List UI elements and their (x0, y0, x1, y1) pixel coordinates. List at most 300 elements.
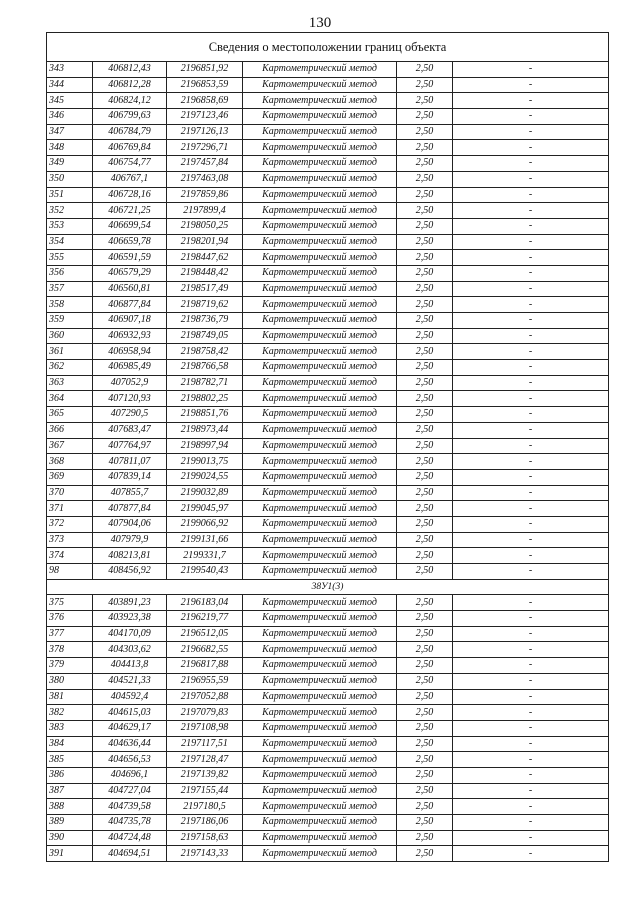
y-coordinate-cell: 2198802,25 (167, 391, 243, 407)
accuracy-cell: 2,50 (397, 281, 453, 297)
accuracy-cell: 2,50 (397, 328, 453, 344)
point-number-cell: 345 (47, 93, 93, 109)
y-coordinate-cell: 2197126,13 (167, 124, 243, 140)
table-row (47, 109, 609, 125)
accuracy-cell: 2,50 (397, 187, 453, 203)
table-row (47, 171, 609, 187)
y-coordinate-cell: 2199066,92 (167, 516, 243, 532)
y-coordinate-cell: 2198851,76 (167, 407, 243, 423)
method-cell: Картометрический метод (243, 203, 397, 219)
point-number-cell: 354 (47, 234, 93, 250)
x-coordinate-cell: 406560,81 (93, 281, 167, 297)
table-title: Сведения о местоположении границ объекта (47, 33, 609, 62)
accuracy-cell: 2,50 (397, 250, 453, 266)
point-number-cell: 367 (47, 438, 93, 454)
x-coordinate-cell: 406591,59 (93, 250, 167, 266)
point-number-cell: 385 (47, 752, 93, 768)
table-row (47, 626, 609, 642)
table-row (47, 689, 609, 705)
table-row (47, 815, 609, 831)
y-coordinate-cell: 2197155,44 (167, 783, 243, 799)
accuracy-cell: 2,50 (397, 689, 453, 705)
note-cell: - (453, 673, 609, 689)
y-coordinate-cell: 2197158,63 (167, 830, 243, 846)
note-cell: - (453, 281, 609, 297)
y-coordinate-cell: 2197117,51 (167, 736, 243, 752)
table-row (47, 156, 609, 172)
point-number-cell: 353 (47, 218, 93, 234)
method-cell: Картометрический метод (243, 501, 397, 517)
note-cell: - (453, 187, 609, 203)
point-number-cell: 352 (47, 203, 93, 219)
x-coordinate-cell: 407120,93 (93, 391, 167, 407)
point-number-cell: 390 (47, 830, 93, 846)
x-coordinate-cell: 404170,09 (93, 626, 167, 642)
point-number-cell: 391 (47, 846, 93, 862)
y-coordinate-cell: 2196955,59 (167, 673, 243, 689)
point-number-cell: 386 (47, 767, 93, 783)
table-row (47, 799, 609, 815)
note-cell: - (453, 516, 609, 532)
point-number-cell: 364 (47, 391, 93, 407)
note-cell: - (453, 815, 609, 831)
table-row (47, 469, 609, 485)
method-cell: Картометрический метод (243, 611, 397, 627)
accuracy-cell: 2,50 (397, 767, 453, 783)
note-cell: - (453, 736, 609, 752)
x-coordinate-cell: 403891,23 (93, 595, 167, 611)
x-coordinate-cell: 407904,06 (93, 516, 167, 532)
method-cell: Картометрический метод (243, 815, 397, 831)
point-number-cell: 347 (47, 124, 93, 140)
y-coordinate-cell: 2197296,71 (167, 140, 243, 156)
table-row (47, 422, 609, 438)
x-coordinate-cell: 404303,62 (93, 642, 167, 658)
x-coordinate-cell: 404735,78 (93, 815, 167, 831)
table-row (47, 830, 609, 846)
accuracy-cell: 2,50 (397, 265, 453, 281)
y-coordinate-cell: 2196183,04 (167, 595, 243, 611)
table-row (47, 767, 609, 783)
note-cell: - (453, 595, 609, 611)
method-cell: Картометрический метод (243, 391, 397, 407)
x-coordinate-cell: 406985,49 (93, 360, 167, 376)
y-coordinate-cell: 2196851,92 (167, 62, 243, 78)
method-cell: Картометрический метод (243, 140, 397, 156)
method-cell: Картометрический метод (243, 375, 397, 391)
accuracy-cell: 2,50 (397, 752, 453, 768)
y-coordinate-cell: 2196512,05 (167, 626, 243, 642)
accuracy-cell: 2,50 (397, 815, 453, 831)
x-coordinate-cell: 404636,44 (93, 736, 167, 752)
method-cell: Картометрический метод (243, 328, 397, 344)
accuracy-cell: 2,50 (397, 391, 453, 407)
y-coordinate-cell: 2199331,7 (167, 548, 243, 564)
note-cell: - (453, 799, 609, 815)
x-coordinate-cell: 408213,81 (93, 548, 167, 564)
table-row (47, 203, 609, 219)
x-coordinate-cell: 406579,29 (93, 265, 167, 281)
y-coordinate-cell: 2198448,42 (167, 265, 243, 281)
x-coordinate-cell: 406721,25 (93, 203, 167, 219)
point-number-cell: 346 (47, 109, 93, 125)
note-cell: - (453, 391, 609, 407)
x-coordinate-cell: 407290,5 (93, 407, 167, 423)
accuracy-cell: 2,50 (397, 203, 453, 219)
note-cell: - (453, 783, 609, 799)
x-coordinate-cell: 406659,78 (93, 234, 167, 250)
point-number-cell: 379 (47, 658, 93, 674)
note-cell: - (453, 658, 609, 674)
table-row (47, 313, 609, 329)
x-coordinate-cell: 404592,4 (93, 689, 167, 705)
x-coordinate-cell: 404724,48 (93, 830, 167, 846)
note-cell: - (453, 124, 609, 140)
y-coordinate-cell: 2197186,06 (167, 815, 243, 831)
table-row (47, 532, 609, 548)
accuracy-cell: 2,50 (397, 595, 453, 611)
method-cell: Картометрический метод (243, 783, 397, 799)
note-cell: - (453, 485, 609, 501)
note-cell: - (453, 407, 609, 423)
table-row (47, 595, 609, 611)
note-cell: - (453, 77, 609, 93)
note-cell: - (453, 830, 609, 846)
method-cell: Картометрический метод (243, 673, 397, 689)
table-row (47, 407, 609, 423)
table-row (47, 516, 609, 532)
point-number-cell: 344 (47, 77, 93, 93)
accuracy-cell: 2,50 (397, 673, 453, 689)
x-coordinate-cell: 406784,79 (93, 124, 167, 140)
note-cell: - (453, 532, 609, 548)
point-number-cell: 371 (47, 501, 93, 517)
table-row (47, 218, 609, 234)
note-cell: - (453, 720, 609, 736)
point-number-cell: 384 (47, 736, 93, 752)
note-cell: - (453, 705, 609, 721)
point-number-cell: 370 (47, 485, 93, 501)
accuracy-cell: 2,50 (397, 611, 453, 627)
method-cell: Картометрический метод (243, 93, 397, 109)
note-cell: - (453, 265, 609, 281)
accuracy-cell: 2,50 (397, 218, 453, 234)
method-cell: Картометрический метод (243, 469, 397, 485)
method-cell: Картометрический метод (243, 705, 397, 721)
point-number-cell: 373 (47, 532, 93, 548)
accuracy-cell: 2,50 (397, 642, 453, 658)
method-cell: Картометрический метод (243, 532, 397, 548)
method-cell: Картометрический метод (243, 689, 397, 705)
note-cell: - (453, 501, 609, 517)
point-number-cell: 375 (47, 595, 93, 611)
y-coordinate-cell: 2198447,62 (167, 250, 243, 266)
method-cell: Картометрический метод (243, 313, 397, 329)
y-coordinate-cell: 2197079,83 (167, 705, 243, 721)
table-row (47, 77, 609, 93)
accuracy-cell: 2,50 (397, 454, 453, 470)
accuracy-cell: 2,50 (397, 297, 453, 313)
note-cell: - (453, 642, 609, 658)
table-row (47, 250, 609, 266)
y-coordinate-cell: 2199013,75 (167, 454, 243, 470)
y-coordinate-cell: 2198736,79 (167, 313, 243, 329)
method-cell: Картометрический метод (243, 564, 397, 580)
y-coordinate-cell: 2197457,84 (167, 156, 243, 172)
x-coordinate-cell: 406769,84 (93, 140, 167, 156)
note-cell: - (453, 328, 609, 344)
method-cell: Картометрический метод (243, 548, 397, 564)
method-cell: Картометрический метод (243, 360, 397, 376)
point-number-cell: 382 (47, 705, 93, 721)
method-cell: Картометрический метод (243, 767, 397, 783)
note-cell: - (453, 767, 609, 783)
accuracy-cell: 2,50 (397, 469, 453, 485)
point-number-cell: 389 (47, 815, 93, 831)
method-cell: Картометрический метод (243, 156, 397, 172)
x-coordinate-cell: 404521,33 (93, 673, 167, 689)
point-number-cell: 362 (47, 360, 93, 376)
table-row (47, 297, 609, 313)
x-coordinate-cell: 404727,04 (93, 783, 167, 799)
method-cell: Картометрический метод (243, 62, 397, 78)
x-coordinate-cell: 407764,97 (93, 438, 167, 454)
method-cell: Картометрический метод (243, 658, 397, 674)
x-coordinate-cell: 406699,54 (93, 218, 167, 234)
point-number-cell: 349 (47, 156, 93, 172)
x-coordinate-cell: 406767,1 (93, 171, 167, 187)
point-number-cell: 356 (47, 265, 93, 281)
table-row (47, 93, 609, 109)
y-coordinate-cell: 2197108,98 (167, 720, 243, 736)
note-cell: - (453, 626, 609, 642)
accuracy-cell: 2,50 (397, 140, 453, 156)
x-coordinate-cell: 406728,16 (93, 187, 167, 203)
table-row (47, 720, 609, 736)
table-row (47, 360, 609, 376)
table-row (47, 564, 609, 580)
table-row (47, 846, 609, 862)
method-cell: Картометрический метод (243, 218, 397, 234)
table-row (47, 548, 609, 564)
y-coordinate-cell: 2198050,25 (167, 218, 243, 234)
accuracy-cell: 2,50 (397, 422, 453, 438)
point-number-cell: 381 (47, 689, 93, 705)
table-row (47, 642, 609, 658)
method-cell: Картометрический метод (243, 736, 397, 752)
table-row (47, 438, 609, 454)
table-row (47, 501, 609, 517)
note-cell: - (453, 846, 609, 862)
note-cell: - (453, 140, 609, 156)
method-cell: Картометрический метод (243, 799, 397, 815)
note-cell: - (453, 752, 609, 768)
note-cell: - (453, 250, 609, 266)
point-number-cell: 343 (47, 62, 93, 78)
y-coordinate-cell: 2198973,44 (167, 422, 243, 438)
x-coordinate-cell: 406824,12 (93, 93, 167, 109)
y-coordinate-cell: 2197859,86 (167, 187, 243, 203)
accuracy-cell: 2,50 (397, 156, 453, 172)
x-coordinate-cell: 404656,53 (93, 752, 167, 768)
point-number-cell: 365 (47, 407, 93, 423)
y-coordinate-cell: 2196858,69 (167, 93, 243, 109)
y-coordinate-cell: 2197123,46 (167, 109, 243, 125)
y-coordinate-cell: 2197143,33 (167, 846, 243, 862)
x-coordinate-cell: 406754,77 (93, 156, 167, 172)
method-cell: Картометрический метод (243, 626, 397, 642)
note-cell: - (453, 62, 609, 78)
y-coordinate-cell: 2196682,55 (167, 642, 243, 658)
method-cell: Картометрический метод (243, 281, 397, 297)
accuracy-cell: 2,50 (397, 234, 453, 250)
y-coordinate-cell: 2197128,47 (167, 752, 243, 768)
y-coordinate-cell: 2198719,62 (167, 297, 243, 313)
point-number-cell: 348 (47, 140, 93, 156)
accuracy-cell: 2,50 (397, 438, 453, 454)
method-cell: Картометрический метод (243, 297, 397, 313)
y-coordinate-cell: 2198997,94 (167, 438, 243, 454)
y-coordinate-cell: 2198201,94 (167, 234, 243, 250)
method-cell: Картометрический метод (243, 109, 397, 125)
section-heading: 38У1(3) (47, 579, 609, 595)
point-number-cell: 372 (47, 516, 93, 532)
y-coordinate-cell: 2199540,43 (167, 564, 243, 580)
point-number-cell: 380 (47, 673, 93, 689)
accuracy-cell: 2,50 (397, 783, 453, 799)
method-cell: Картометрический метод (243, 171, 397, 187)
point-number-cell: 377 (47, 626, 93, 642)
accuracy-cell: 2,50 (397, 532, 453, 548)
x-coordinate-cell: 406877,84 (93, 297, 167, 313)
point-number-cell: 378 (47, 642, 93, 658)
note-cell: - (453, 548, 609, 564)
method-cell: Картометрический метод (243, 830, 397, 846)
table-row (47, 485, 609, 501)
note-cell: - (453, 109, 609, 125)
method-cell: Картометрический метод (243, 642, 397, 658)
point-number-cell: 351 (47, 187, 93, 203)
table-row (47, 673, 609, 689)
method-cell: Картометрический метод (243, 485, 397, 501)
note-cell: - (453, 297, 609, 313)
point-number-cell: 357 (47, 281, 93, 297)
y-coordinate-cell: 2199131,66 (167, 532, 243, 548)
note-cell: - (453, 313, 609, 329)
y-coordinate-cell: 2196853,59 (167, 77, 243, 93)
table-row (47, 124, 609, 140)
table-row (47, 736, 609, 752)
accuracy-cell: 2,50 (397, 407, 453, 423)
point-number-cell: 376 (47, 611, 93, 627)
note-cell: - (453, 234, 609, 250)
method-cell: Картометрический метод (243, 752, 397, 768)
x-coordinate-cell: 406812,28 (93, 77, 167, 93)
y-coordinate-cell: 2198758,42 (167, 344, 243, 360)
table-row (47, 344, 609, 360)
point-number-cell: 363 (47, 375, 93, 391)
accuracy-cell: 2,50 (397, 846, 453, 862)
accuracy-cell: 2,50 (397, 124, 453, 140)
table-row (47, 783, 609, 799)
y-coordinate-cell: 2197899,4 (167, 203, 243, 219)
note-cell: - (453, 375, 609, 391)
x-coordinate-cell: 404629,17 (93, 720, 167, 736)
page-number: 130 (308, 15, 332, 31)
table-row (47, 391, 609, 407)
table-title-row (47, 33, 609, 62)
table-row (47, 265, 609, 281)
point-number-cell: 358 (47, 297, 93, 313)
accuracy-cell: 2,50 (397, 658, 453, 674)
accuracy-cell: 2,50 (397, 93, 453, 109)
table-row (47, 454, 609, 470)
x-coordinate-cell: 406812,43 (93, 62, 167, 78)
table-row (47, 281, 609, 297)
method-cell: Картометрический метод (243, 344, 397, 360)
y-coordinate-cell: 2197139,82 (167, 767, 243, 783)
accuracy-cell: 2,50 (397, 799, 453, 815)
x-coordinate-cell: 404413,8 (93, 658, 167, 674)
table-row (47, 658, 609, 674)
x-coordinate-cell: 407052,9 (93, 375, 167, 391)
point-number-cell: 360 (47, 328, 93, 344)
accuracy-cell: 2,50 (397, 313, 453, 329)
method-cell: Картометрический метод (243, 265, 397, 281)
note-cell: - (453, 171, 609, 187)
x-coordinate-cell: 407683,47 (93, 422, 167, 438)
boundary-points-table (46, 32, 609, 862)
note-cell: - (453, 689, 609, 705)
method-cell: Картометрический метод (243, 124, 397, 140)
y-coordinate-cell: 2199045,97 (167, 501, 243, 517)
method-cell: Картометрический метод (243, 438, 397, 454)
y-coordinate-cell: 2196817,88 (167, 658, 243, 674)
note-cell: - (453, 564, 609, 580)
table-row (47, 752, 609, 768)
method-cell: Картометрический метод (243, 454, 397, 470)
point-number-cell: 98 (47, 564, 93, 580)
point-number-cell: 350 (47, 171, 93, 187)
y-coordinate-cell: 2197180,5 (167, 799, 243, 815)
x-coordinate-cell: 404615,03 (93, 705, 167, 721)
point-number-cell: 369 (47, 469, 93, 485)
section-heading-row (47, 579, 609, 595)
note-cell: - (453, 422, 609, 438)
method-cell: Картометрический метод (243, 250, 397, 266)
note-cell: - (453, 156, 609, 172)
accuracy-cell: 2,50 (397, 360, 453, 376)
note-cell: - (453, 438, 609, 454)
method-cell: Картометрический метод (243, 846, 397, 862)
y-coordinate-cell: 2198749,05 (167, 328, 243, 344)
accuracy-cell: 2,50 (397, 485, 453, 501)
point-number-cell: 383 (47, 720, 93, 736)
y-coordinate-cell: 2197052,88 (167, 689, 243, 705)
note-cell: - (453, 344, 609, 360)
table-row (47, 375, 609, 391)
x-coordinate-cell: 404696,1 (93, 767, 167, 783)
x-coordinate-cell: 404694,51 (93, 846, 167, 862)
accuracy-cell: 2,50 (397, 62, 453, 78)
note-cell: - (453, 93, 609, 109)
accuracy-cell: 2,50 (397, 375, 453, 391)
table-row (47, 234, 609, 250)
x-coordinate-cell: 403923,38 (93, 611, 167, 627)
note-cell: - (453, 218, 609, 234)
x-coordinate-cell: 407855,7 (93, 485, 167, 501)
table-row (47, 187, 609, 203)
